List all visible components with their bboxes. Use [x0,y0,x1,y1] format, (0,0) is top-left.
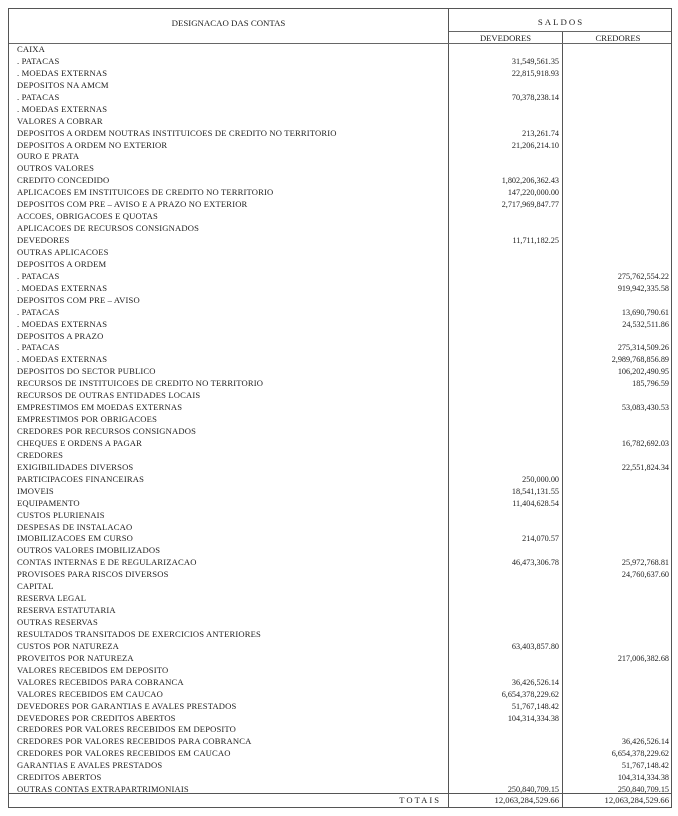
credores-value: 104,314,334.38 [617,773,669,783]
table-row [9,474,671,486]
totals-devedores: 12,063,284,529.66 [494,795,559,805]
account-name: DEPOSITOS NA AMCM [17,79,109,90]
credores-value: 185,796.59 [632,379,669,389]
account-name: RESULTADOS TRANSITADOS DE EXERCICIOS ANTERIORES [17,628,261,639]
account-name: OUTRAS RESERVAS [17,617,98,627]
table-row [9,641,671,653]
devedores-value: 147,220,000.00 [507,188,559,198]
account-name: DEPOSITOS DO SECTOR PUBLICO [17,366,156,377]
credores-value: 16,782,692.03 [621,438,669,448]
table-row [9,772,671,784]
table-row [9,450,671,462]
account-name: CAPITAL [17,581,54,592]
totals-label: TOTAIS [399,795,441,805]
devedores-value: 70,378,238.14 [511,92,559,102]
table-body [9,44,671,796]
table-row [9,713,671,725]
devedores-value: 2,717,969,847.77 [501,200,559,210]
account-name: PROVEITOS POR NATUREZA [17,652,134,663]
devedores-value: 46,473,306.78 [511,558,559,568]
credores-value: 22,551,824.34 [621,462,669,472]
account-name: OUTRAS CONTAS EXTRAPARTRIMONIAIS [17,784,189,795]
account-name: OUTRAS APLICACOES [17,246,109,257]
table-row [9,545,671,557]
devedores-value: 250,840,709.15 [507,785,559,795]
table-row [9,689,671,701]
account-name: OUTROS VALORES IMOBILIZADOS [17,545,161,556]
account-name: EMPRESTIMOS POR OBRIGACOES [17,414,157,425]
table-row [9,736,671,748]
table-row [9,701,671,713]
account-name: . MOEDAS EXTERNAS [17,67,108,78]
credores-value: 919,942,335.58 [617,283,669,293]
table-row [9,44,671,56]
account-name: RESERVA ESTATUTARIA [17,605,116,616]
table-row [9,486,671,498]
account-name: . MOEDAS EXTERNAS [17,354,108,365]
table-row [9,223,671,235]
credores-value: 250,840,709.15 [617,785,669,795]
account-name: IMOBILIZACOES EM CURSO [17,533,133,544]
totals-credores: 12,063,284,529.66 [604,795,669,805]
table-row [9,438,671,450]
account-name: CREDORES POR RECURSOS CONSIGNADOS [17,426,197,436]
account-name: DEVEDORES [17,235,70,245]
account-name: OUTROS VALORES [17,163,94,174]
table-row [9,80,671,92]
credores-value: 217,006,382.68 [617,653,669,663]
table-row [9,151,671,163]
account-name: DEPOSITOS A ORDEM NOUTRAS INSTITUICOES DE CREDITO NO TERRITORIO [17,127,337,138]
credores-value: 24,760,637.60 [621,570,669,580]
account-name: VALORES RECEBIDOS EM CAUCAO [17,688,163,699]
account-name: CUSTOS POR NATUREZA [17,640,120,651]
table-row [9,593,671,605]
devedores-value: 11,404,628.54 [512,498,559,508]
table-row [9,295,671,307]
account-name: DEPOSITOS A ORDEM NO EXTERIOR [17,139,168,150]
account-name: PROVISOES PARA RISCOS DIVERSOS [17,569,169,580]
table-row [9,259,671,271]
devedores-value: 6,654,378,229.62 [501,689,559,699]
table-row [9,68,671,80]
account-name: CREDITO CONCEDIDO [17,175,110,186]
account-name: DEVEDORES POR CREDITOS ABERTOS [17,712,176,723]
account-name: DEPOSITOS A PRAZO [17,330,104,341]
account-name: CHEQUES E ORDENS A PAGAR [17,437,143,448]
table-row [9,665,671,677]
account-name: . PATACAS [17,342,60,353]
credores-value: 2,989,768,856.89 [611,355,669,365]
table-row [9,569,671,581]
table-row [9,56,671,68]
table-row [9,187,671,199]
table-row [9,462,671,474]
table-row [9,92,671,104]
devedores-value: 1,802,206,362.43 [501,176,559,186]
account-name: DEPOSITOS COM PRE – AVISO [17,294,140,305]
table-row [9,354,671,366]
credores-value: 275,762,554.22 [617,271,669,281]
table-row [9,104,671,116]
table-row [9,128,671,140]
table-row [9,522,671,534]
credores-value: 25,972,768.81 [621,558,669,568]
account-name: CUSTOS PLURIENAIS [17,509,105,520]
account-name: . MOEDAS EXTERNAS [17,103,108,114]
account-name: CREDORES POR VALORES RECEBIDOS EM CAUCAO [17,748,231,759]
account-name: OURO E PRATA [17,151,80,162]
table-row [9,271,671,283]
table-row [9,235,671,247]
table-row [9,724,671,736]
account-name: . MOEDAS EXTERNAS [17,318,108,329]
table-row [9,319,671,331]
table-row [9,247,671,259]
header-account-designation: DESIGNACAO DAS CONTAS [171,18,286,28]
account-name: APLICACOES DE RECURSOS CONSIGNADOS [17,223,200,234]
table-row [9,510,671,522]
devedores-value: 36,426,526.14 [511,677,559,687]
devedores-value: 250,000.00 [522,474,559,484]
balance-table [8,8,672,808]
devedores-value: 22,815,918.93 [511,68,559,78]
account-name: VALORES A COBRAR [17,115,103,126]
table-row [9,342,671,354]
devedores-value: 31,549,561.35 [511,56,559,66]
table-row [9,414,671,426]
account-name: VALORES RECEBIDOS PARA COBRANCA [17,676,184,687]
account-name: RESERVA LEGAL [17,593,87,604]
account-name: DEVEDORES POR GARANTIAS E AVALES PRESTADOS [17,700,237,711]
devedores-value: 18,541,131.55 [511,486,559,496]
credores-value: 275,314,509.26 [617,343,669,353]
table-row [9,629,671,641]
account-name: EXIGIBILIDADES DIVERSOS [17,461,134,472]
devedores-value: 214,070.57 [522,534,559,544]
credores-value: 13,690,790.61 [621,307,669,317]
devedores-value: 213,261.74 [522,128,559,138]
account-name: . PATACAS [17,306,60,317]
devedores-value: 51,767,148.42 [511,701,559,711]
account-name: IMOVEIS [17,485,54,496]
account-name: CREDITOS ABERTOS [17,772,102,783]
credores-value: 24,532,511.86 [622,319,669,329]
table-row [9,617,671,629]
credores-value: 106,202,490.95 [617,367,669,377]
table-row [9,199,671,211]
table-row [9,366,671,378]
totals-row [9,793,671,807]
table-row [9,390,671,402]
table-row [9,283,671,295]
account-name: CREDORES POR VALORES RECEBIDOS EM DEPOSITO [17,724,237,735]
table-row [9,402,671,414]
account-name: DEPOSITOS A ORDEM [17,258,107,269]
account-name: EMPRESTIMOS EM MOEDAS EXTERNAS [17,402,183,413]
account-name: APLICACOES EM INSTITUICOES DE CREDITO NO TERRITORIO [17,187,274,198]
devedores-value: 11,711,182.25 [512,236,559,245]
table-row [9,760,671,772]
account-name: . PATACAS [17,55,60,66]
account-name: CONTAS INTERNAS E DE REGULARIZACAO [17,557,197,568]
table-row [9,331,671,343]
header-credores: CREDORES [595,33,641,43]
account-name: CREDORES [17,449,64,460]
account-name: RECURSOS DE OUTRAS ENTIDADES LOCAIS [17,390,201,401]
table-row [9,605,671,617]
table-row [9,677,671,689]
account-name: DEPOSITOS COM PRE – AVISO E A PRAZO NO EXTERIOR [17,199,248,210]
account-name: CAIXA [17,44,45,54]
account-name: . MOEDAS EXTERNAS [17,282,108,293]
header-devedores: DEVEDORES [479,33,532,43]
credores-value: 36,426,526.14 [621,737,669,747]
credores-value: 6,654,378,229.62 [611,749,669,759]
table-row [9,748,671,760]
account-name: RECURSOS DE INSTITUICOES DE CREDITO NO TERRITORIO [17,378,264,389]
table-row [9,175,671,187]
table-row [9,498,671,510]
account-name: GARANTIAS E AVALES PRESTADOS [17,760,163,771]
account-name: DESPESAS DE INSTALACAO [17,521,133,532]
table-row [9,116,671,128]
credores-value: 53,083,430.53 [621,403,669,413]
devedores-value: 104,314,334.38 [507,713,559,723]
account-name: EQUIPAMENTO [17,497,80,508]
devedores-value: 63,403,857.80 [511,641,559,651]
table-row [9,378,671,390]
table-row [9,533,671,545]
header-saldos: SALDOS [537,17,585,27]
credores-value: 51,767,148.42 [621,761,669,771]
table-row [9,581,671,593]
account-name: . PATACAS [17,270,60,281]
devedores-value: 21,206,214.10 [511,140,559,150]
account-name: ACCOES, OBRIGACOES E QUOTAS [17,211,158,222]
table-row [9,557,671,569]
table-row [9,307,671,319]
table-row [9,140,671,152]
table-row [9,211,671,223]
account-name: CREDORES POR VALORES RECEBIDOS PARA COBRANCA [17,736,252,747]
account-name: VALORES RECEBIDOS EM DEPOSITO [17,664,169,675]
table-row [9,426,671,438]
header-divider [449,31,671,32]
account-name: . PATACAS [17,91,60,102]
account-name: PARTICIPACOES FINANCEIRAS [17,473,144,484]
table-row [9,653,671,665]
table-row [9,163,671,175]
